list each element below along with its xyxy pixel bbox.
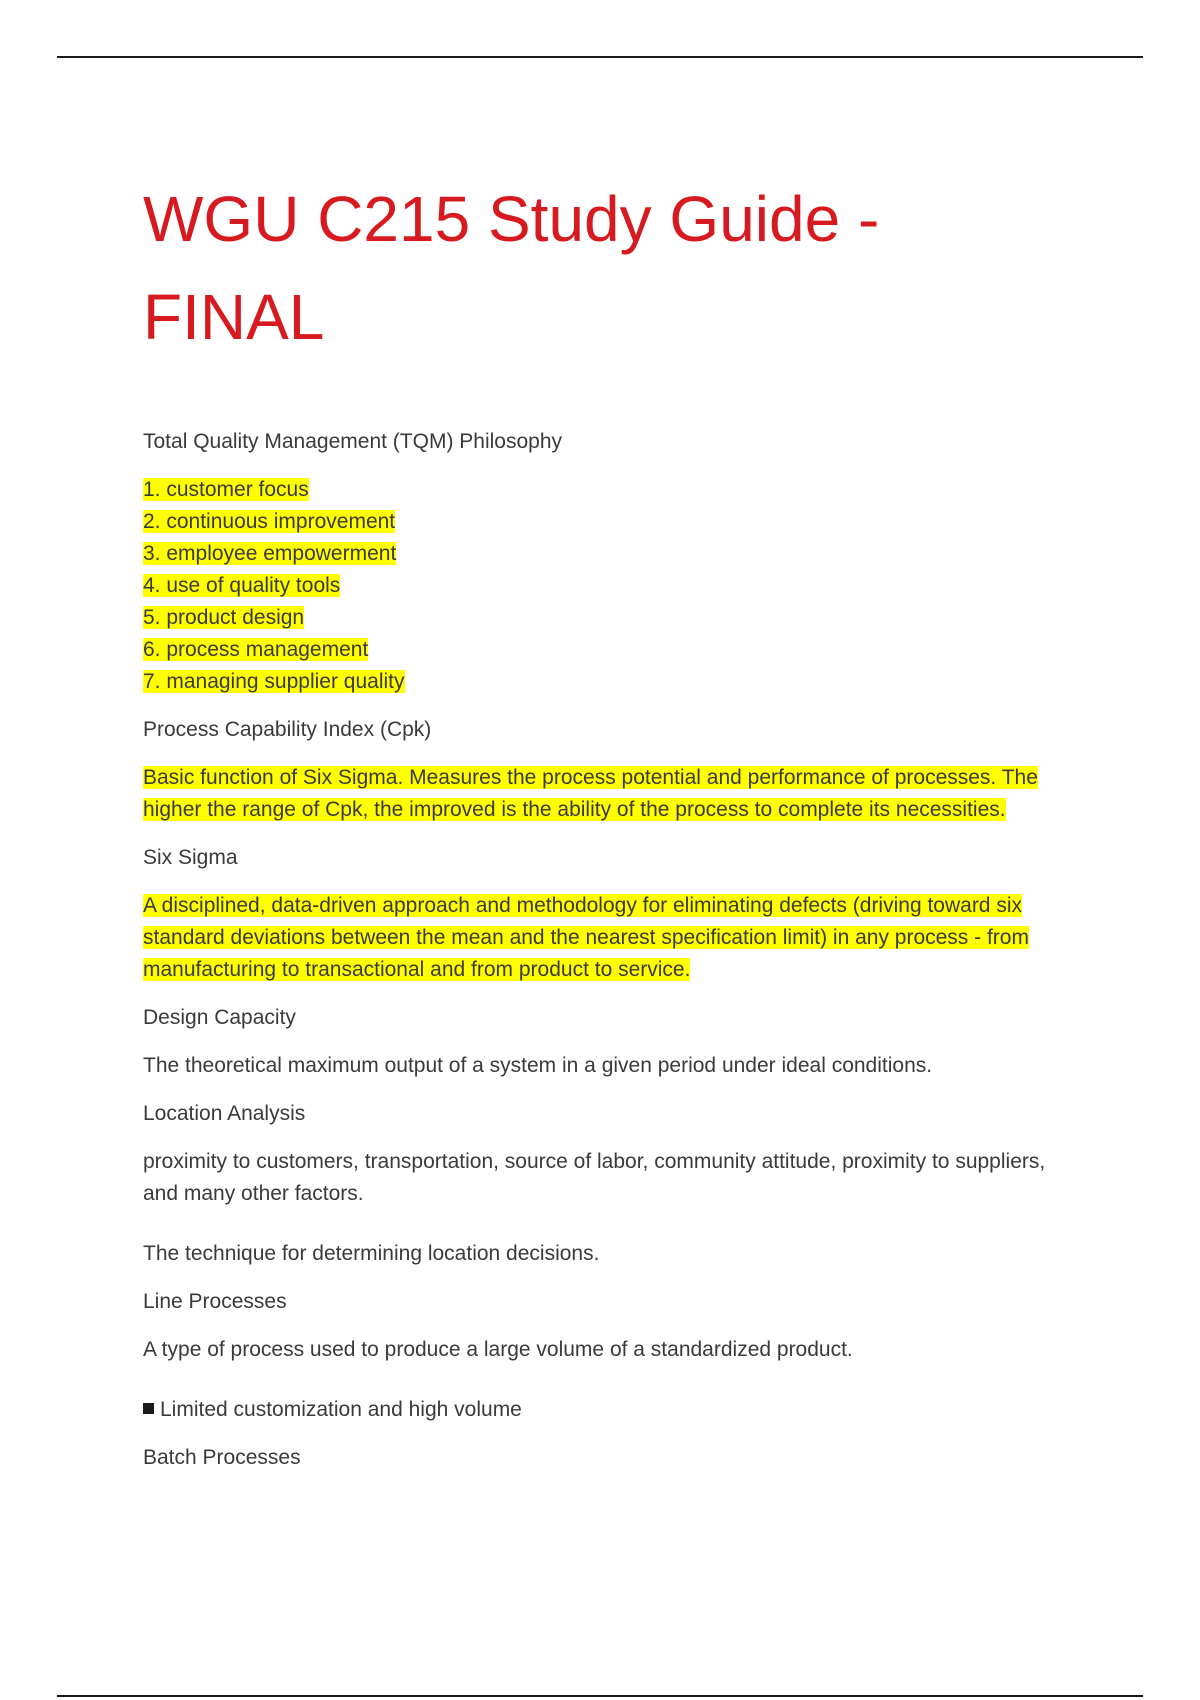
header-rule xyxy=(57,56,1143,58)
term-design-capacity: Design Capacity xyxy=(143,1006,296,1029)
definition-six-sigma: A disciplined, data-driven approach and methodology for eliminating defects (driving toward six standard deviations between the mean and the nearest specification limit) in any process - from manufacturing to transactional and from product to service. xyxy=(143,894,1029,981)
bullet-line-processes xyxy=(143,1394,1063,1426)
definition-location-analysis: proximity to customers, transportation, source of labor, community attitude, proximity to suppliers, and many other factors. xyxy=(143,1150,1046,1205)
bullet-text: Limited customization and high volume xyxy=(160,1398,522,1421)
square-bullet-icon xyxy=(143,1403,154,1414)
tqm-list xyxy=(143,474,1063,698)
term-cpk: Process Capability Index (Cpk) xyxy=(143,718,432,741)
definition-design-capacity: The theoretical maximum output of a system in a given period under ideal conditions. xyxy=(143,1054,933,1077)
list-item: 5. product design xyxy=(143,606,305,629)
list-item: 4. use of quality tools xyxy=(143,574,341,597)
term-batch-processes: Batch Processes xyxy=(143,1446,301,1469)
list-item: 7. managing supplier quality xyxy=(143,670,405,693)
term-location-analysis: Location Analysis xyxy=(143,1102,306,1125)
definition-cpk: Basic function of Six Sigma. Measures the process potential and performance of processes. The higher the range of Cpk, the improved is the ability of the process to complete its necessities. xyxy=(143,766,1038,821)
document-body xyxy=(143,170,1063,1490)
list-item: 2. continuous improvement xyxy=(143,510,396,533)
term-six-sigma: Six Sigma xyxy=(143,846,238,869)
document-title: WGU C215 Study Guide - FINAL xyxy=(143,183,880,353)
term-tqm: Total Quality Management (TQM) Philosophy xyxy=(143,430,563,453)
list-item: 3. employee empowerment xyxy=(143,542,397,565)
note-location-analysis: The technique for determining location decisions. xyxy=(143,1242,600,1265)
definition-line-processes: A type of process used to produce a large volume of a standardized product. xyxy=(143,1338,853,1361)
footer-rule xyxy=(57,1695,1143,1697)
list-item: 1. customer focus xyxy=(143,478,309,501)
list-item: 6. process management xyxy=(143,638,369,661)
term-line-processes: Line Processes xyxy=(143,1290,287,1313)
